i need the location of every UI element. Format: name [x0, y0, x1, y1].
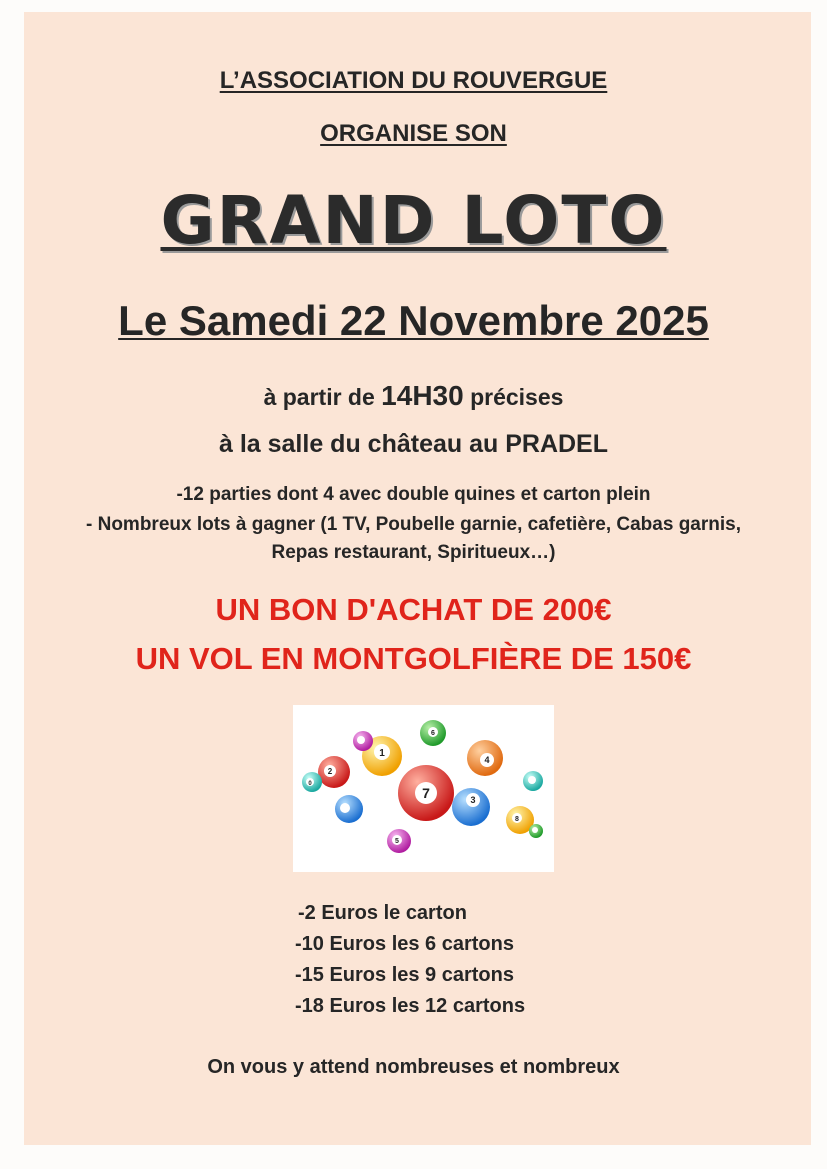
ball-small-green-right	[529, 824, 543, 838]
prizes-info	[0, 511, 827, 567]
ball-7	[398, 765, 454, 821]
balloon-flight-highlight: UN VOL EN MONTGOLFIÈRE DE 150€	[135, 641, 692, 676]
ball-4	[467, 740, 503, 776]
svg-text:0: 0	[308, 781, 312, 787]
svg-text:4: 4	[484, 755, 490, 765]
organise-heading: ORGANISE SON	[320, 120, 507, 147]
closing-message: On vous y attend nombreuses et nombreux	[207, 1056, 620, 1078]
lotto-balls-illustration	[293, 705, 554, 872]
ball-small-purple	[353, 731, 373, 751]
ball-5	[387, 829, 411, 853]
price-line: -15 Euros les 9 cartons	[295, 964, 514, 986]
event-date: Le Samedi 22 Novembre 2025	[118, 297, 709, 344]
grand-loto-title: GRAND LOTO	[160, 182, 667, 259]
voucher-highlight: UN BON D'ACHAT DE 200€	[215, 592, 612, 627]
svg-text:8: 8	[515, 816, 519, 823]
price-line: -10 Euros les 6 cartons	[295, 933, 514, 955]
ball-small-teal-left	[302, 772, 322, 792]
prizes-text: - Nombreux lots à gagner (1 TV, Poubelle garnie, cafetière, Cabas garnis, Repas restaurant, Spiritueux…)	[86, 514, 741, 563]
svg-text:7: 7	[422, 785, 430, 801]
svg-text:1: 1	[379, 748, 385, 759]
lotto-balls-image	[293, 705, 554, 872]
games-info: -12 parties dont 4 avec double quines et carton plein	[176, 484, 651, 505]
time-suffix: précises	[463, 384, 564, 410]
ball-2	[318, 756, 350, 788]
svg-text:6: 6	[431, 730, 435, 737]
ball-3	[452, 788, 490, 826]
svg-text:5: 5	[395, 838, 399, 845]
event-time	[0, 380, 827, 412]
ball-small-teal-right	[523, 771, 543, 791]
price-line: -18 Euros les 12 cartons	[295, 995, 526, 1017]
time-value: 14H30	[381, 380, 464, 411]
ball-small-blue-left	[335, 795, 363, 823]
ball-6	[420, 720, 446, 746]
event-place: à la salle du château au PRADEL	[218, 430, 608, 458]
svg-text:3: 3	[470, 795, 476, 805]
association-heading: L’ASSOCIATION DU ROUVERGUE	[219, 67, 608, 94]
price-line: -2 Euros le carton	[298, 902, 467, 924]
svg-text:2: 2	[327, 767, 333, 776]
time-prefix: à partir de	[263, 384, 382, 410]
